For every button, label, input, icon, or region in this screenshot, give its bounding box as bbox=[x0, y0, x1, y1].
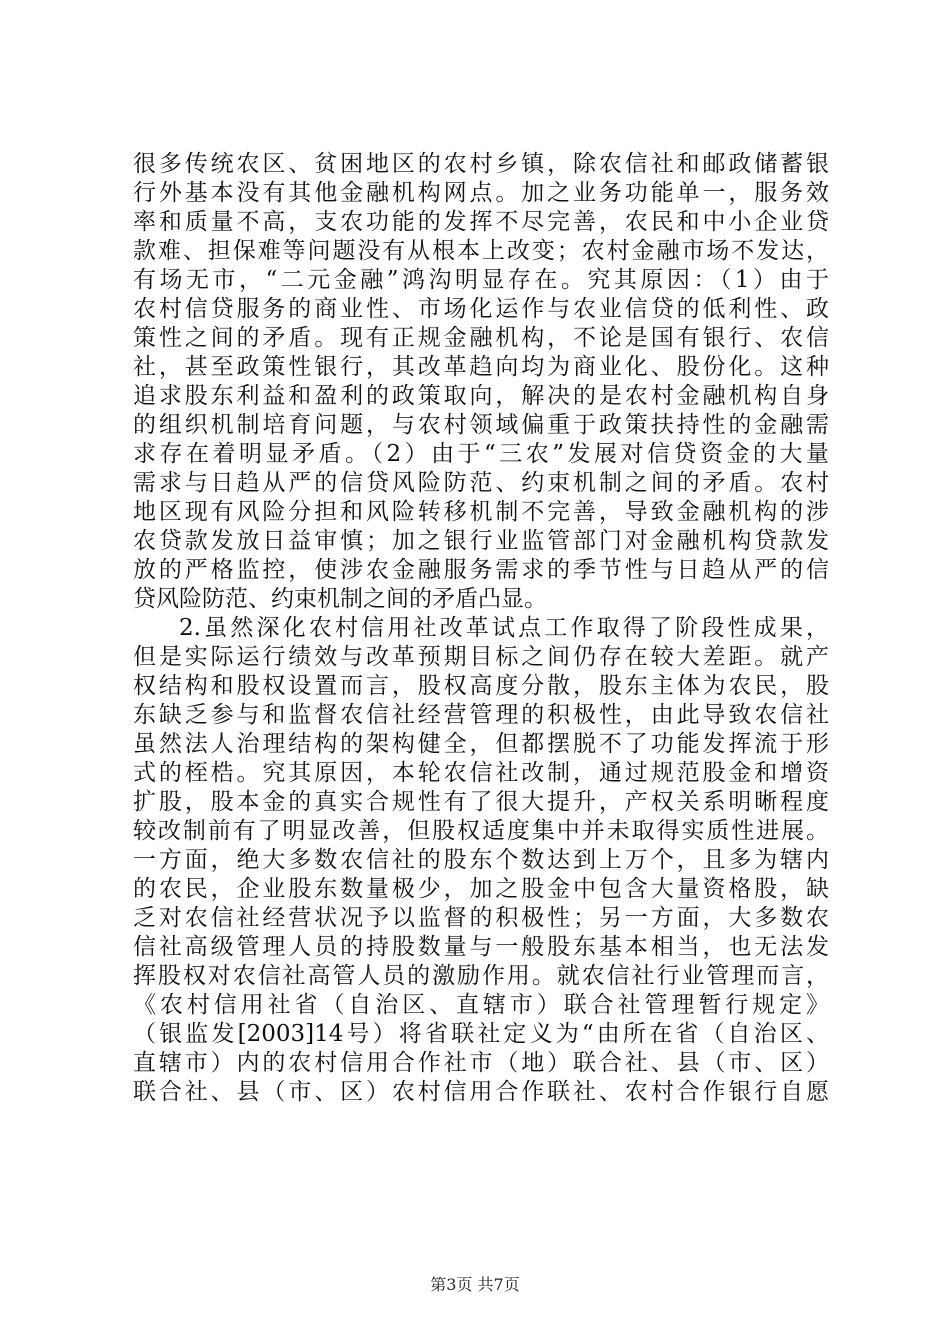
text-line: 率和质量不高，支农功能的发挥不尽完善，农民和中小企业贷 bbox=[133, 209, 829, 235]
text-line: 放的严格监控，使涉农金融服务需求的季节性与日趋从严的信 bbox=[133, 557, 829, 583]
text-line: 虽然法人治理结构的架构健全，但都摆脱不了功能发挥流于形 bbox=[133, 731, 829, 757]
text-line: 直辖市）内的农村信用合作社市（地）联合社、县（市、区） bbox=[133, 1050, 829, 1076]
text-line: 的农民，企业股东数量极少，加之股金中包含大量资格股，缺 bbox=[133, 876, 829, 902]
text-line: 社，甚至政策性银行，其改革趋向均为商业化、股份化。这种 bbox=[133, 354, 829, 380]
text-line: 追求股东利益和盈利的政策取向，解决的是农村金融机构自身 bbox=[133, 383, 829, 409]
text-line: 农贷款发放日益审慎；加之银行业监管部门对金融机构贷款发 bbox=[133, 528, 829, 554]
text-line: 求存在着明显矛盾。（2）由于“三农”发展对信贷资金的大量 bbox=[133, 441, 829, 467]
text-line: 挥股权对农信社高管人员的激励作用。就农信社行业管理而言， bbox=[133, 963, 829, 989]
text-line: 一方面，绝大多数农信社的股东个数达到上万个，且多为辖内 bbox=[133, 847, 829, 873]
text-line: 地区现有风险分担和风险转移机制不完善，导致金融机构的涉 bbox=[133, 499, 829, 525]
text-line: （银监发[2003]14号）将省联社定义为“由所在省（自治区、 bbox=[133, 1021, 829, 1047]
text-line: 行外基本没有其他金融机构网点。加之业务功能单一，服务效 bbox=[133, 180, 829, 206]
text-line: 款难、担保难等问题没有从根本上改变；农村金融市场不发达， bbox=[133, 238, 829, 264]
page-number-footer: 第3页 共7页 bbox=[430, 1275, 520, 1294]
text-line: 的组织机制培育问题，与农村领域偏重于政策扶持性的金融需 bbox=[133, 412, 829, 438]
text-line: 较改制前有了明显改善，但股权适度集中并未取得实质性进展。 bbox=[133, 818, 829, 844]
paragraph-first-line: 2.虽然深化农村信用社改革试点工作取得了阶段性成果， bbox=[179, 615, 829, 641]
text-line: 东缺乏参与和监督农信社经营管理的积极性，由此导致农信社 bbox=[133, 702, 829, 728]
text-line: 有场无市，“二元金融”鸿沟明显存在。究其原因：（1）由于 bbox=[133, 267, 829, 293]
text-line: 策性之间的矛盾。现有正规金融机构，不论是国有银行、农信 bbox=[133, 325, 829, 351]
text-line: 信社高级管理人员的持股数量与一般股东基本相当，也无法发 bbox=[133, 934, 829, 960]
text-line: 乏对农信社经营状况予以监督的积极性；另一方面，大多数农 bbox=[133, 905, 829, 931]
text-line: 但是实际运行绩效与改革预期目标之间仍存在较大差距。就产 bbox=[133, 644, 829, 670]
text-line: 需求与日趋从严的信贷风险防范、约束机制之间的矛盾。农村 bbox=[133, 470, 829, 496]
text-line: 《农村信用社省（自治区、直辖市）联合社管理暂行规定》 bbox=[133, 992, 829, 1018]
text-line: 扩股，股本金的真实合规性有了很大提升，产权关系明晰程度 bbox=[133, 789, 829, 815]
text-line: 权结构和股权设置而言，股权高度分散，股东主体为农民，股 bbox=[133, 673, 829, 699]
text-line: 式的桎梏。究其原因，本轮农信社改制，通过规范股金和增资 bbox=[133, 760, 829, 786]
document-body bbox=[133, 150, 829, 1107]
text-line: 农村信贷服务的商业性、市场化运作与农业信贷的低利性、政 bbox=[133, 296, 829, 322]
text-line: 很多传统农区、贫困地区的农村乡镇，除农信社和邮政储蓄银 bbox=[133, 151, 829, 177]
text-line: 联合社、县（市、区）农村信用合作联社、农村合作银行自愿 bbox=[133, 1079, 829, 1105]
paragraph-last-line: 贷风险防范、约束机制之间的矛盾凸显。 bbox=[133, 586, 547, 612]
